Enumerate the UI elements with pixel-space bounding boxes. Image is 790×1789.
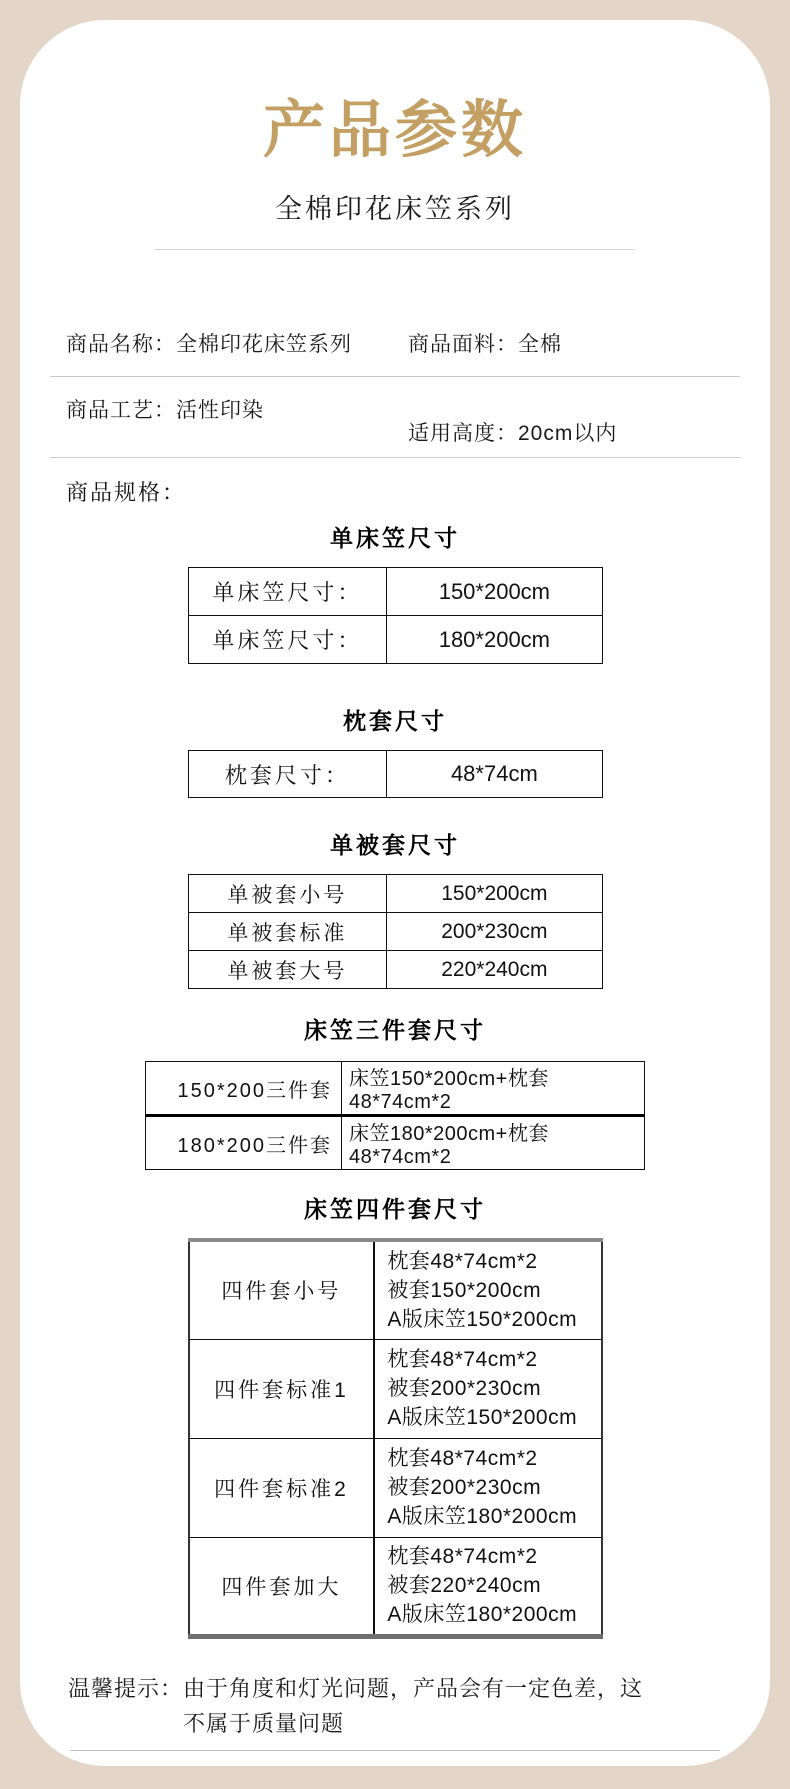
warm-tip-note [68, 1671, 740, 1741]
spec-label-cell: 180*200三件套 [146, 1116, 342, 1170]
info-row-2 [50, 377, 740, 457]
table-row [188, 751, 602, 798]
spec-label-cell: 单被套小号 [188, 875, 387, 913]
table-row [188, 875, 602, 913]
spec-value-line: 枕套48*74cm*2 [387, 1249, 538, 1273]
spec-value-line: 被套220*240cm [387, 1574, 542, 1598]
table-row [188, 913, 602, 951]
product-name-label: 商品名称： [66, 333, 176, 357]
table-row [188, 951, 602, 989]
spec-label-cell: 单被套标准 [188, 913, 387, 951]
spec-value-line: A版床笠150*200cm [387, 1406, 578, 1430]
product-craft-label: 商品工艺： [66, 399, 176, 423]
single-sheet-table [188, 567, 603, 664]
warm-tip-label: 温馨提示： [68, 1675, 184, 1701]
table-row [188, 568, 602, 616]
spec-label-cell: 四件套标准2 [189, 1438, 375, 1537]
spec-value-line: 被套150*200cm [387, 1278, 542, 1302]
spec-value-cell: 150*200cm [387, 875, 602, 913]
table-row [146, 1062, 645, 1116]
spec-value-cell: 180*200cm [387, 616, 602, 664]
footer-divider [70, 1750, 720, 1751]
spec-value-line: A版床笠180*200cm [387, 1505, 578, 1529]
table-row [189, 1438, 602, 1537]
three-piece-table [145, 1061, 645, 1170]
spec-value-cell [374, 1537, 601, 1636]
product-craft-field [66, 394, 264, 424]
product-fabric-value: 全棉 [518, 333, 562, 357]
spec-section-heading: 商品规格： [66, 480, 187, 506]
spec-value-line: 被套200*230cm [387, 1476, 542, 1500]
product-name-field [66, 328, 352, 358]
table-row [189, 1240, 602, 1339]
table-row [188, 616, 602, 664]
spec-value-cell [374, 1240, 601, 1339]
product-params-card [20, 20, 770, 1766]
duvet-cover-table [188, 874, 603, 989]
table-row [146, 1116, 645, 1170]
spec-label-cell: 150*200三件套 [146, 1062, 342, 1116]
spec-label-cell: 单被套大号 [188, 951, 387, 989]
product-height-value: 20cm以内 [518, 422, 618, 446]
spec-value-cell: 床笠150*200cm+枕套48*74cm*2 [342, 1062, 645, 1116]
product-name-value: 全棉印花床笠系列 [176, 333, 352, 357]
table-row [189, 1537, 602, 1636]
spec-label-cell: 枕套尺寸： [188, 751, 387, 798]
three-piece-table-title: 床笠三件套尺寸 [304, 1017, 486, 1044]
spec-label-cell: 单床笠尺寸： [188, 568, 387, 616]
spec-value-line: 被套200*230cm [387, 1377, 542, 1401]
spec-value-cell: 220*240cm [387, 951, 602, 989]
spec-label-cell: 四件套加大 [189, 1537, 375, 1636]
spec-value-cell: 48*74cm [387, 751, 602, 798]
product-fabric-field [408, 328, 562, 358]
warm-tip-line-1: 由于角度和灯光问题，产品会有一定色差，这 [183, 1675, 644, 1701]
spec-value-cell: 150*200cm [387, 568, 602, 616]
pillowcase-table-title: 枕套尺寸 [343, 708, 447, 735]
page-title: 产品参数 [262, 96, 527, 165]
product-craft-value: 活性印染 [176, 399, 264, 423]
warm-tip-line-2: 不属于质量问题 [183, 1710, 345, 1736]
product-fabric-label: 商品面料： [408, 333, 518, 357]
spec-label-cell: 四件套标准1 [189, 1339, 375, 1438]
info-row-1 [50, 328, 740, 358]
spec-label-cell: 单床笠尺寸： [188, 616, 387, 664]
four-piece-table [188, 1238, 603, 1639]
product-info-section [50, 328, 740, 458]
spec-value-cell: 200*230cm [387, 913, 602, 951]
duvet-cover-table-title: 单被套尺寸 [330, 832, 460, 859]
product-height-field [408, 417, 617, 447]
spec-value-cell [374, 1438, 601, 1537]
product-height-label: 适用高度： [408, 422, 518, 446]
info-divider-2 [50, 457, 740, 458]
spec-value-line: 枕套48*74cm*2 [387, 1545, 538, 1569]
spec-value-line: A版床笠180*200cm [387, 1603, 578, 1627]
spec-value-line: 枕套48*74cm*2 [387, 1348, 538, 1372]
spec-value-line: 枕套48*74cm*2 [387, 1447, 538, 1471]
table-row [189, 1339, 602, 1438]
series-subtitle: 全棉印花床笠系列 [275, 194, 515, 225]
subtitle-divider [155, 249, 635, 250]
spec-value-cell [374, 1339, 601, 1438]
four-piece-table-title: 床笠四件套尺寸 [304, 1196, 486, 1223]
single-sheet-table-title: 单床笠尺寸 [330, 525, 460, 552]
spec-label-cell: 四件套小号 [189, 1240, 375, 1339]
spec-value-line: A版床笠150*200cm [387, 1307, 578, 1331]
spec-value-cell: 床笠180*200cm+枕套48*74cm*2 [342, 1116, 645, 1170]
warm-tip-text [183, 1671, 643, 1741]
pillowcase-table [188, 750, 603, 798]
